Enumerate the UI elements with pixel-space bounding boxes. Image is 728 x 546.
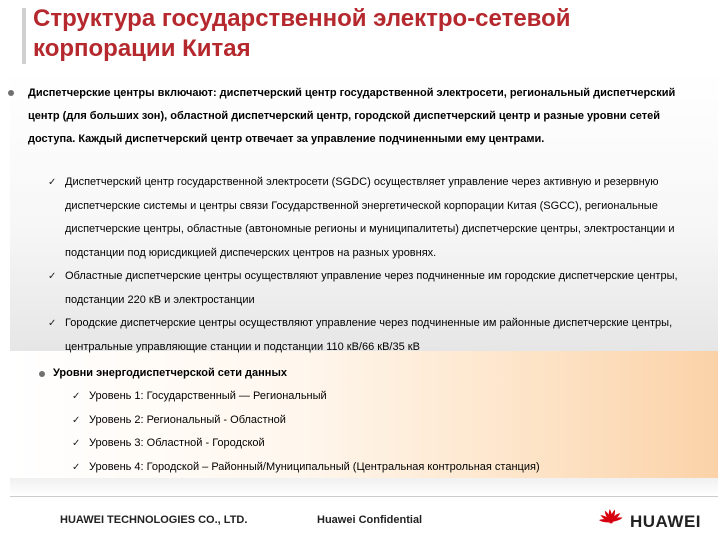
bullet-icon xyxy=(39,371,45,377)
title-accent-bar xyxy=(22,8,26,64)
check-icon: ✓ xyxy=(48,177,57,188)
list-item-text: Уровень 1: Государственный — Региональный xyxy=(89,390,327,402)
list-item xyxy=(48,265,708,312)
check-icon: ✓ xyxy=(48,271,57,282)
list-item-text: Городские диспетчерские центры осуществляют управление через подчиненные им районные диспетчерские центры, центральные управляющие станции и подстанции 110 кВ/66 кВ/35 кВ xyxy=(65,317,673,353)
dispatch-sub-list xyxy=(48,171,708,359)
list-item-text: Областные диспетчерские центры осуществляют управление через подчиненные им городские диспетчерские центры, подстанции 220 кВ и электростанции xyxy=(65,270,678,306)
list-item xyxy=(48,171,708,265)
list-item xyxy=(48,312,708,359)
slide-title: Структура государственной электро-сетевой корпорации Китая xyxy=(33,5,571,62)
check-icon: ✓ xyxy=(72,438,81,449)
main-point-text: Диспетчерские центры включают: диспетчерский центр государственной электросети, региональный диспетчерский центр (для больших зон), областной диспетчерский центр, городской диспетчерский центр и разные уровни сетей доступа. Каждый диспетчерский центр отвечает за управление подчиненными ему центрами. xyxy=(28,87,676,145)
bullet-icon xyxy=(8,90,14,96)
check-icon: ✓ xyxy=(72,461,81,473)
list-item-text: Уровень 3: Областной - Городской xyxy=(89,437,265,449)
check-icon: ✓ xyxy=(72,414,81,426)
huawei-logo-icon xyxy=(596,506,626,536)
list-item-text: Уровень 2: Региональный - Областной xyxy=(89,413,286,426)
levels-heading: Уровни энергодиспетчерской сети данных xyxy=(53,367,287,379)
list-item xyxy=(72,456,692,480)
list-item-text: Диспетчерский центр государственной электросети (SGDC) осуществляет управление через активную и резервную диспетчерские системы и центры связи Государственной энергетической корпорации Китая (SGCC), региональные диспетчерские центры, областные (автономные регионы и муниципалитеты) диспетчерские центры, электростанции и подстанции под юрисдикцией диспечерских центров на разных уровнях. xyxy=(65,176,675,259)
footer-company: HUAWEI TECHNOLOGIES CO., LTD. xyxy=(60,514,248,526)
footer-confidential: Huawei Confidential xyxy=(317,514,423,526)
levels-list xyxy=(72,385,692,479)
list-item xyxy=(72,409,692,433)
check-icon: ✓ xyxy=(48,318,57,329)
list-item xyxy=(72,385,692,409)
list-item xyxy=(72,432,692,456)
check-icon: ✓ xyxy=(72,391,81,402)
logo-text: HUAWEI xyxy=(630,512,701,531)
list-item-text: Уровень 4: Городской – Районный/Муниципальный (Центральная контрольная станция) xyxy=(89,460,540,473)
footer-divider xyxy=(10,496,718,497)
